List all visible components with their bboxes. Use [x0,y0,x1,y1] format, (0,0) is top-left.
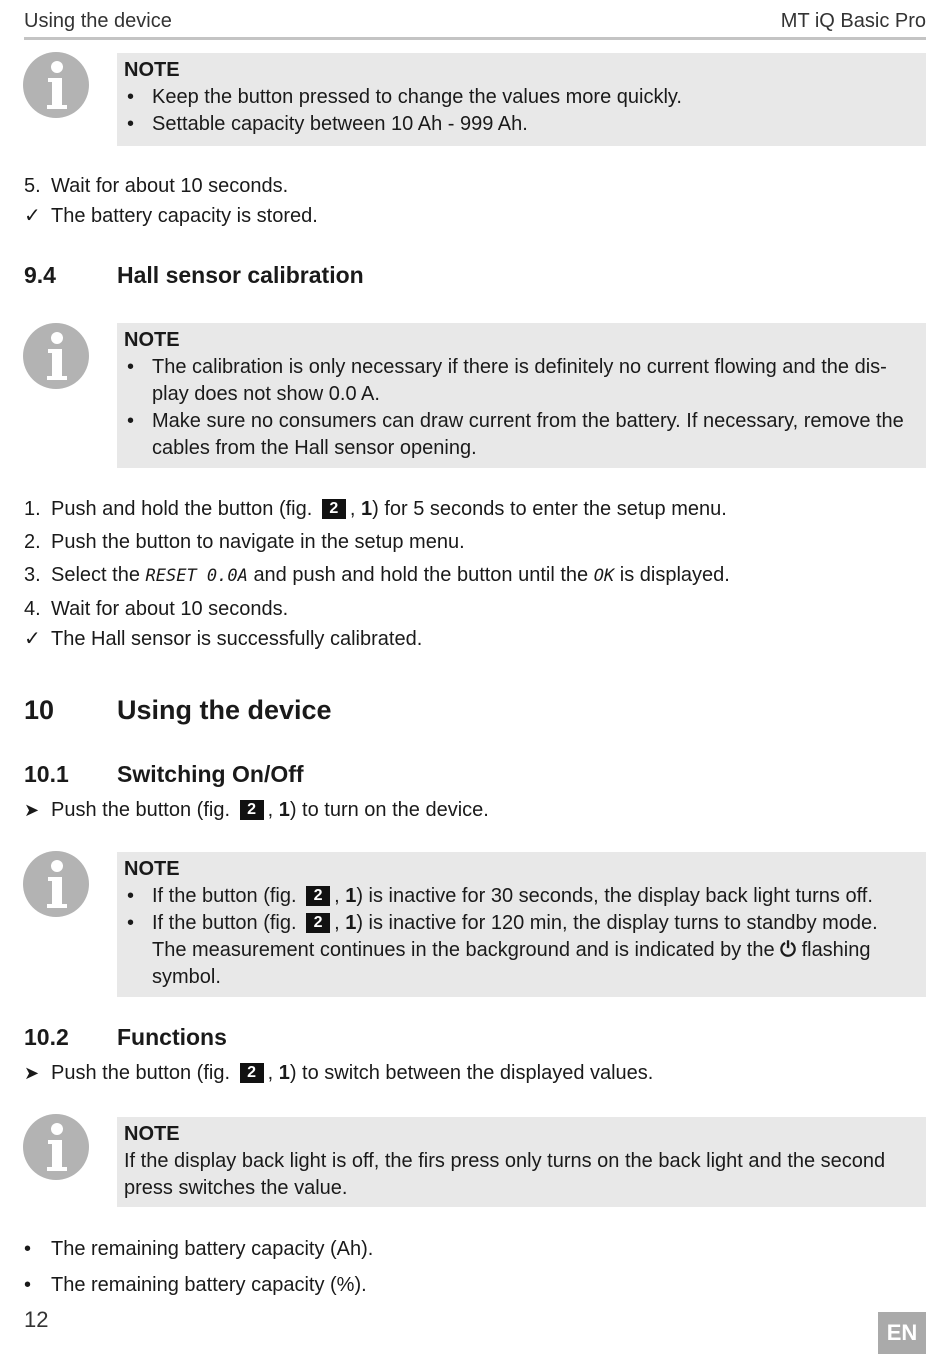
list-item [24,1272,367,1299]
step-text: , [267,1062,274,1084]
note-text: If the display back light is off, the firs press only turns on the back light and the second press switches the value. [124,1150,886,1199]
figure-ref-badge: 2 [306,913,330,933]
info-icon [22,322,90,390]
step-text: Push the button (fig. [51,1062,231,1084]
power-icon: ⏻ [780,939,796,961]
section-number: 10.1 [24,761,69,787]
step-number: 3. [24,564,41,586]
action-step [24,797,489,824]
checkmark-icon: ✓ [24,628,41,650]
note-item: • Keep the button pressed to change the values more quickly. [124,84,916,111]
step-item [24,173,288,200]
step-text: ) to turn on the device. [289,799,489,821]
note-title: NOTE [124,329,180,351]
bullet-icon: • [24,1274,32,1296]
item-ref: 1 [278,1062,290,1084]
note-box [117,852,926,997]
figure-ref-badge: 2 [322,499,346,519]
info-icon [22,51,90,119]
step-text: ) for 5 seconds to enter the setup menu. [372,498,727,520]
list-item-text: The remaining battery capacity (Ah). [51,1238,374,1260]
section-heading [24,1024,227,1051]
step-text: , [349,498,356,520]
result-text: The Hall sensor is successfully calibrated. [51,628,423,650]
item-ref: 1 [278,799,290,821]
header-section-title: Using the device [24,10,172,32]
figure-ref-badge: 2 [240,800,264,820]
section-number: 9.4 [24,262,56,288]
figure-ref-badge: 2 [306,886,330,906]
step-text: Push the button to navigate in the setup menu. [51,531,465,553]
step-number: 4. [24,598,41,620]
note-text: If the button (fig. [152,885,297,907]
step-text: Wait for about 10 seconds. [51,598,289,620]
page-number: 12 [24,1307,49,1332]
lcd-text: OK [593,566,615,586]
note-text: , [334,885,340,907]
list-item-text: The remaining battery capacity (%). [51,1274,367,1296]
item-ref: 1 [345,885,357,907]
note-title: NOTE [124,858,180,880]
step-result [24,203,318,230]
step-item [24,496,727,523]
section-title: Switching On/Off [117,761,304,787]
step-text: Wait for about 10 seconds. [51,175,289,197]
chapter-title: Using the device [117,695,332,725]
step-number: 1. [24,498,41,520]
info-icon [22,850,90,918]
arrow-icon: ➤ [24,1063,40,1083]
note-text: ) is inactive for 120 min, the display turns to standby mode. The measurement continues in the background and is indicated by the [152,912,878,961]
header-product-name: MT iQ Basic Pro [780,10,926,32]
section-title: Hall sensor calibration [117,262,364,288]
note-item [124,883,916,910]
figure-ref-badge: 2 [240,1063,264,1083]
step-text: Push the button (fig. [51,799,231,821]
note-item [124,910,916,991]
note-text: If the button (fig. [152,912,297,934]
arrow-icon: ➤ [24,800,40,820]
note-box [117,1117,926,1207]
chapter-number: 10 [24,695,55,725]
checkmark-icon: ✓ [24,205,41,227]
note-item: • Make sure no consumers can draw current from the battery. If necessary, remove the cables from the Hall sensor opening. [124,408,916,462]
step-text: Select the [51,564,140,586]
note-box [117,323,926,468]
note-text: ) is inactive for 30 seconds, the display back light turns off. [356,885,873,907]
step-text: Push and hold the button (fig. [51,498,313,520]
language-badge: EN [878,1312,926,1354]
header-divider [24,37,926,40]
section-heading [24,262,364,289]
step-number: 5. [24,175,41,197]
result-text: The battery capacity is stored. [51,205,318,227]
note-title: NOTE [124,1123,180,1145]
chapter-heading [24,697,332,724]
note-item: • Settable capacity between 10 Ah - 999 Ah. [124,111,916,138]
lcd-text: RESET 0.0A [145,566,248,586]
note-text: flashing symbol. [152,939,871,988]
step-number: 2. [24,531,41,553]
action-step [24,1060,653,1087]
bullet-icon: • [24,1238,32,1260]
section-number: 10.2 [24,1024,69,1050]
step-text: and push and hold the button until the [253,564,589,586]
info-icon [22,1113,90,1181]
note-box [117,53,926,146]
note-title: NOTE [124,59,180,81]
item-ref: 1 [345,912,357,934]
step-item [24,596,288,623]
note-text: , [334,912,340,934]
item-ref: 1 [361,498,373,520]
step-text: ) to switch between the displayed values. [289,1062,654,1084]
note-item: • The calibration is only necessary if there is definitely no current flowing and the dis-play does not show 0.0 A. [124,354,916,408]
section-heading [24,761,304,788]
step-item [24,529,465,556]
step-text: , [267,799,274,821]
step-text: is displayed. [619,564,730,586]
list-item [24,1236,373,1263]
section-title: Functions [117,1024,227,1050]
step-result [24,626,422,653]
step-item [24,562,730,590]
